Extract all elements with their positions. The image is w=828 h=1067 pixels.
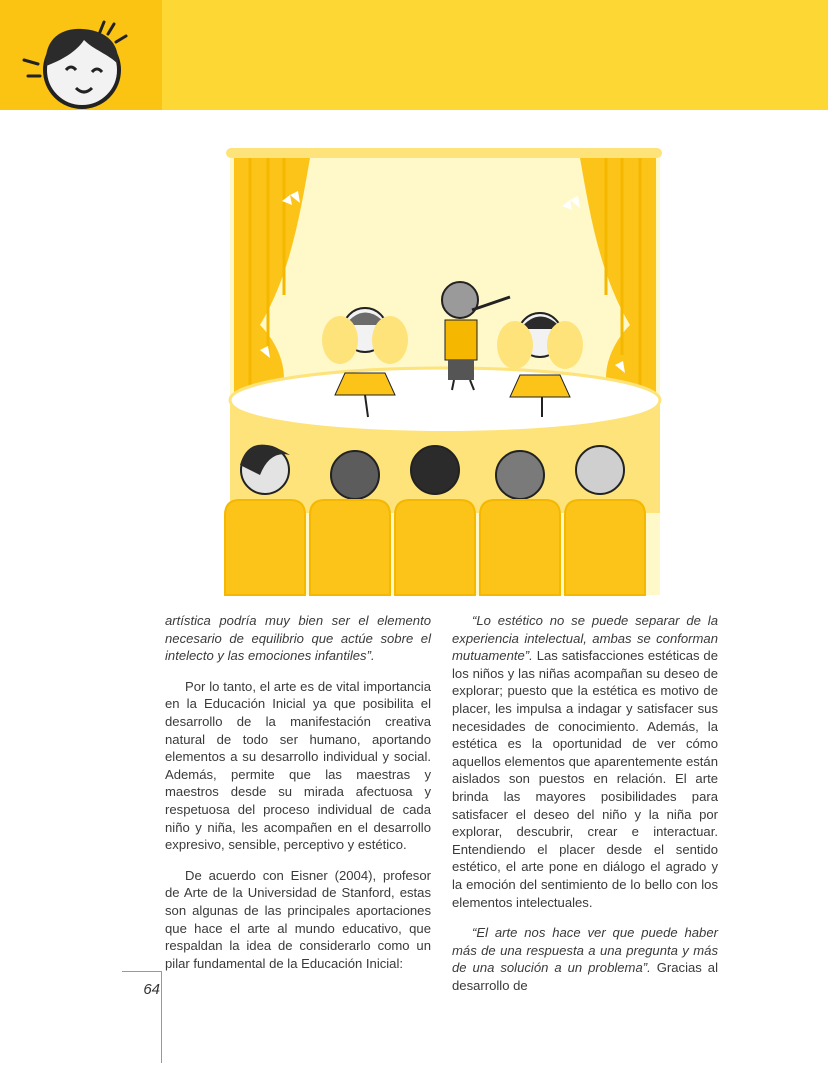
right-paragraph-2 — [452, 924, 718, 994]
right-column — [452, 612, 718, 1007]
header-logo-box — [0, 0, 162, 110]
left-paragraph-3: De acuerdo con Eisner (2004), profesor de Arte de la Universidad de Stanford, estas son algunas de las principales aportaciones que hace el arte al mundo educativo, que respaldan la idea de considerarlo como un pilar fundamental de la Educación Inicial: — [165, 867, 431, 971]
left-column — [165, 612, 431, 985]
page-number: 64 — [143, 981, 160, 998]
right-quote-1: “Lo estético no se puede separar de la experiencia intelectual, ambas se conforman mutuamente”. — [452, 613, 718, 664]
left-paragraph-1: artística podría muy bien ser el elemento necesario de equilibrio que actúe sobre el intelecto y las emociones infantiles”. — [165, 613, 431, 664]
theater-stage-illustration — [220, 145, 670, 600]
right-text-2: Gracias al desarrollo de — [452, 960, 718, 993]
right-quote-2: “El arte nos hace ver que puede haber más de una respuesta a una pregunta y más de una solución a un problema”. — [452, 925, 718, 976]
theater-stage-children-dancing-audience-icon — [220, 145, 670, 600]
smiling-child-face-icon — [0, 0, 162, 110]
footer-rule-horizontal — [122, 971, 162, 972]
right-text-1: Las satisfacciones estéticas de los niños y las niñas acompañan su deseo de explorar; puesto que la estética es motivo de placer, les impulsa a indagar y satisfacer sus necesidades de conocimiento. Además, la estética es la oportunidad de ver cómo aquellos elementos que aparentemente están aislados son puestos en relación. El arte brinda las mayores posibilidades para satisfacer el deseo del niño y la niña por explorar, descubrir, crear e interactuar. Entendiendo el placer desde el sentido estético, el arte pone en diálogo el agrado y la emoción del sentimiento de lo bello con los elementos intelectuales. — [452, 648, 718, 910]
left-paragraph-2: Por lo tanto, el arte es de vital importancia en la Educación Inicial ya que posibilita el desarrollo de la manifestación creativa natural de todo ser humano, aportando elementos a su desarrollo individual y social. Además, permite que las maestras y maestros desde su mirada afectuosa y respetuosa del proceso individual de cada niño y niña, les acompañen en el desarrollo expresivo, sensible, perceptivo y estético. — [165, 678, 431, 853]
footer-rule-vertical — [161, 971, 162, 1063]
right-paragraph-1 — [452, 612, 718, 911]
